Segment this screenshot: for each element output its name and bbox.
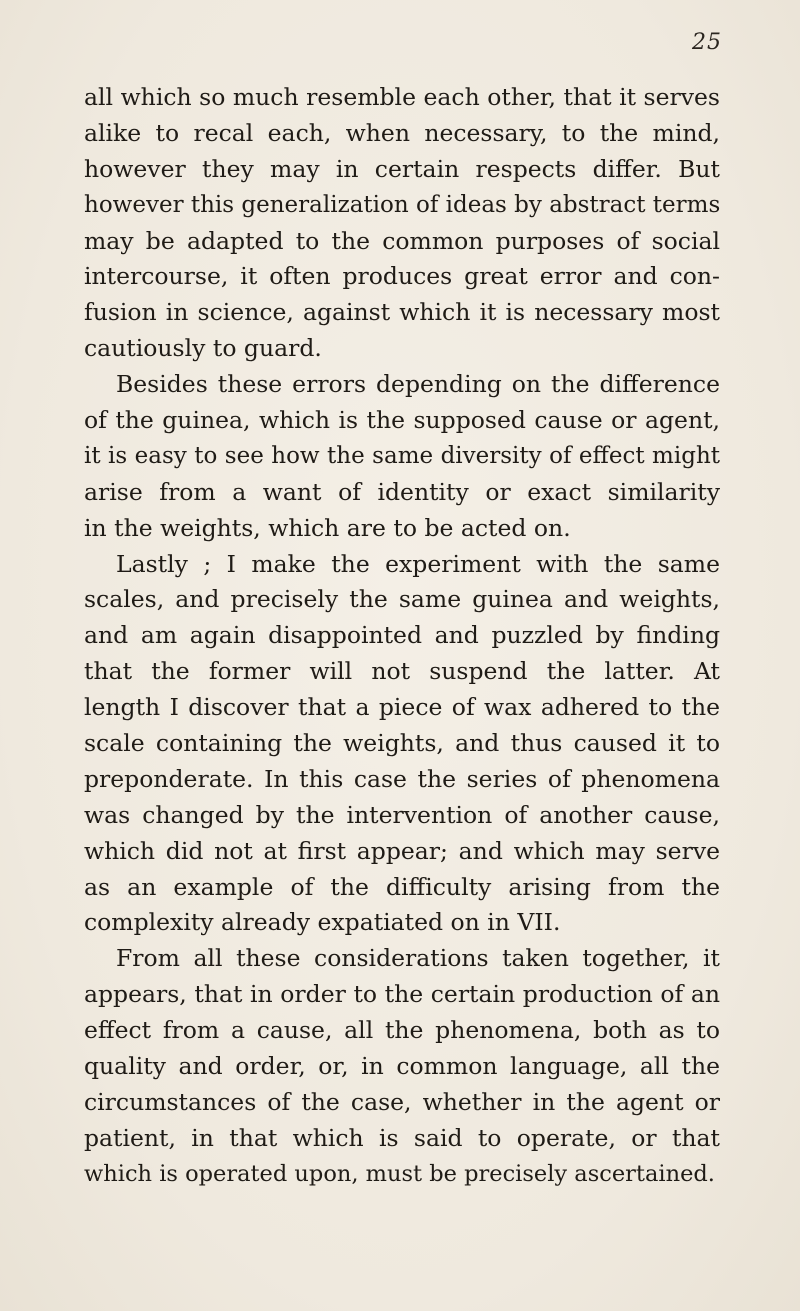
text-line: all which so much resemble each other, that it serves — [84, 83, 720, 111]
text-line: fusion in science, against which it is necessary most — [84, 298, 720, 327]
text-line: length I discover that a piece of wax adhered to the — [84, 693, 720, 722]
text-line: scales, and precisely the same guinea and weights, — [84, 585, 720, 614]
page-number: 25 — [692, 30, 722, 55]
text-line: patient, in that which is said to operate, or that — [84, 1123, 720, 1152]
text-line: From all these considerations taken together, it — [116, 944, 720, 973]
text-line: may be adapted to the common purposes of social — [84, 226, 720, 255]
text-line: arise from a want of identity or exact similarity — [84, 477, 720, 506]
text-line: was changed by the intervention of another cause, — [84, 800, 720, 829]
text-line: which did not at first appear; and which may serve — [84, 836, 720, 865]
text-line: which is operated upon, must be precisely ascertained. — [84, 1160, 715, 1187]
text-line: circumstances of the case, whether in the agent or — [84, 1087, 720, 1116]
text-line: it is easy to see how the same diversity of effect might — [84, 442, 720, 469]
text-line: and am again disappointed and puzzled by finding — [84, 621, 720, 650]
text-line: in the weights, which are to be acted on. — [84, 513, 571, 542]
text-line: of the guinea, which is the supposed cause or agent, — [84, 406, 720, 435]
text-line: Besides these errors depending on the difference — [116, 370, 720, 399]
text-line: Lastly ; I make the experiment with the same — [116, 549, 720, 578]
text-line: cautiously to guard. — [84, 334, 322, 363]
text-line: quality and order, or, in common language, all the — [84, 1052, 720, 1081]
body-text — [84, 80, 720, 1193]
text-line: intercourse, it often produces great error and con- — [84, 262, 720, 291]
text-line: scale containing the weights, and thus caused it to — [84, 729, 720, 758]
text-line: preponderate. In this case the series of phenomena — [84, 764, 720, 793]
text-line: effect from a cause, all the phenomena, both as to — [84, 1016, 720, 1045]
text-line: appears, that in order to the certain production of an — [84, 980, 720, 1009]
text-line: complexity already expatiated on in VII. — [84, 908, 561, 937]
text-line: however this generalization of ideas by abstract terms — [84, 191, 721, 218]
text-line: however they may in certain respects differ. But — [84, 154, 720, 183]
text-line: alike to recal each, when necessary, to the mind, — [84, 118, 720, 147]
text-line: that the former will not suspend the latter. At — [84, 657, 720, 686]
text-line: as an example of the difficulty arising from the — [84, 872, 720, 901]
